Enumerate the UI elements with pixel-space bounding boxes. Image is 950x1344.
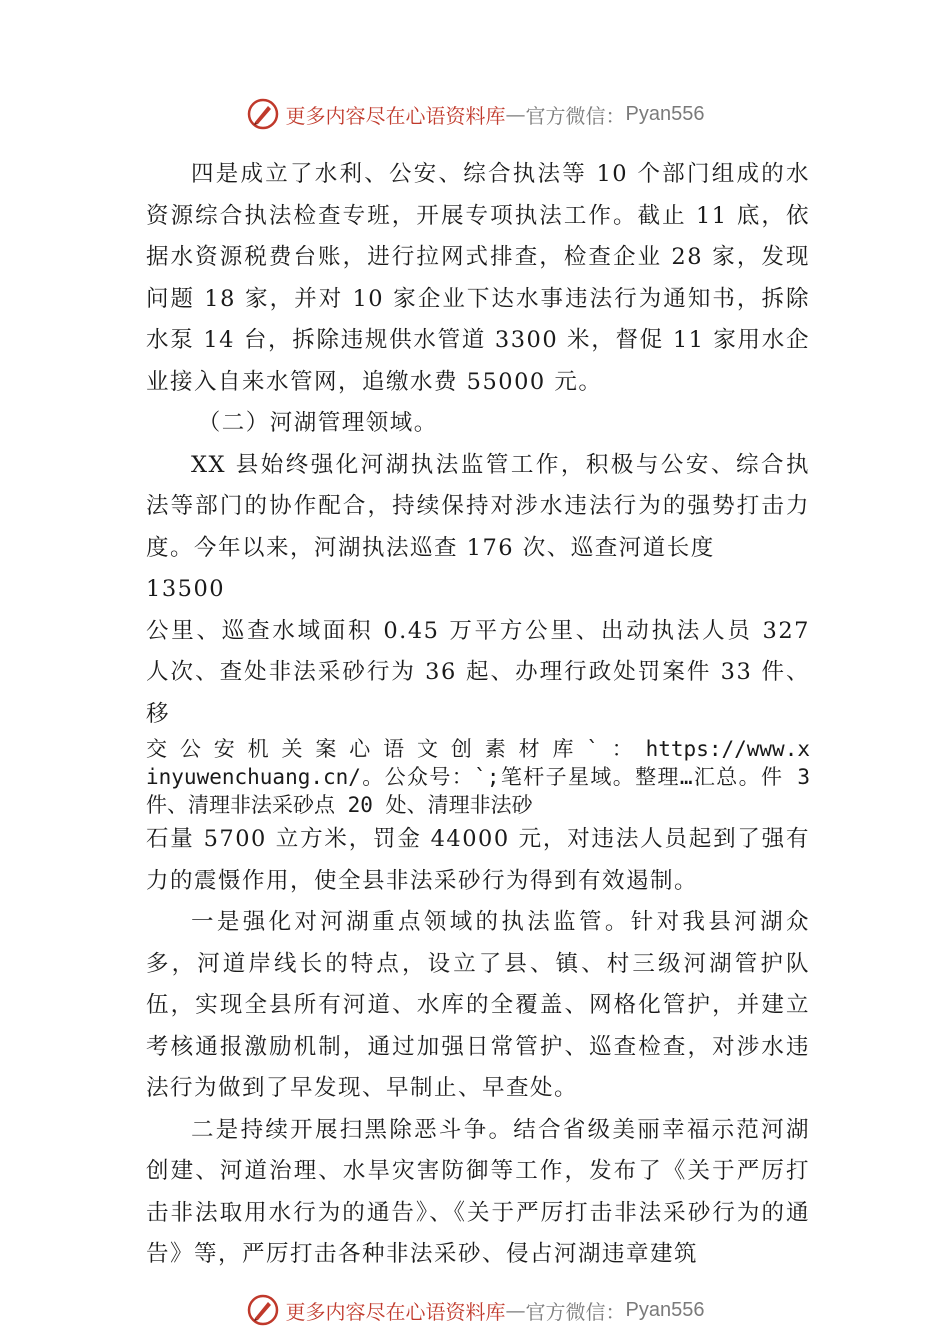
brand-logo-icon	[246, 97, 280, 131]
paragraph-river-lake-a: XX 县始终强化河湖执法监管工作，积极与公安、综合执法等部门的协作配合，持续保持对涉水违法行为的强势打击力度。今年以来，河湖执法巡查 176 次、巡查河道长度	[146, 451, 810, 561]
paragraph-river-lake-d: 石量 5700 立方米，罚金 44000 元，对违法人员起到了强有力的震慑作用，使全县非法采砂行为得到有效遏制。	[146, 826, 810, 894]
footer-banner	[0, 1290, 950, 1330]
paragraph-water-resources: 四是成立了水利、公安、综合执法等 10 个部门组成的水资源综合执法检查专班，开展专项执法工作。截止 11 底，依据水资源税费台账，进行拉网式排查，检查企业 28 家，发现问题 18 家，并对 10 家企业下达水事违法行为通知书，拆除水泵 14 台，拆除违规供水管道 3300 米，督促 11 家用水企业接入自来水管网，追缴水费 55000 元。	[146, 161, 810, 395]
inserted-watermark-line: 交 公 安 机 关 案 心 语 文 创 素 材 库 ` ： https://www.xinyuwenchuang.cn/。公众号：`;笔杆子星域。整理…汇总。件 3 件、清理非法采砂点 20 处、清理非法砂	[146, 737, 810, 817]
footer-wechat-id: Pyan556	[625, 1298, 705, 1321]
banner-title: 更多内容尽在心语资料库	[285, 103, 506, 128]
footer-dash: —	[505, 1298, 526, 1322]
paragraph-river-lake-c: 公里、巡查水域面积 0.45 万平方公里、出动执法人员 327 人次、查处非法采砂行为 36 起、办理行政处罚案件 33 件、移	[146, 617, 810, 727]
header-banner	[0, 94, 950, 134]
paragraph-river-lake-number: 13500	[146, 576, 226, 602]
banner-wechat-label: 官方微信：	[525, 103, 626, 128]
banner-dash: —	[505, 102, 526, 126]
brand-logo-icon	[246, 1293, 280, 1327]
document-body	[146, 154, 810, 1276]
section-subheading: （二）河湖管理领域。	[197, 410, 438, 436]
paragraph-key-areas: 一是强化对河湖重点领域的执法监管。针对我县河湖众多，河道岸线长的特点，设立了县、镇、村三级河湖管护队伍，实现全县所有河道、水库的全覆盖、网格化管护，并建立考核通报激励机制，通过加强日常管护、巡查检查，对涉水违法行为做到了早发现、早制止、早查处。	[146, 909, 810, 1101]
footer-wechat-label: 官方微信：	[525, 1299, 626, 1324]
footer-title: 更多内容尽在心语资料库	[285, 1299, 506, 1324]
banner-wechat-id: Pyan556	[625, 102, 705, 125]
paragraph-anti-crime: 二是持续开展扫黑除恶斗争。结合省级美丽幸福示范河湖创建、河道治理、水旱灾害防御等工作，发布了《关于严厉打击非法取用水行为的通告》、《关于严厉打击非法采砂行为的通告》等，严厉打击各种非法采砂、侵占河湖违章建筑	[146, 1116, 810, 1267]
